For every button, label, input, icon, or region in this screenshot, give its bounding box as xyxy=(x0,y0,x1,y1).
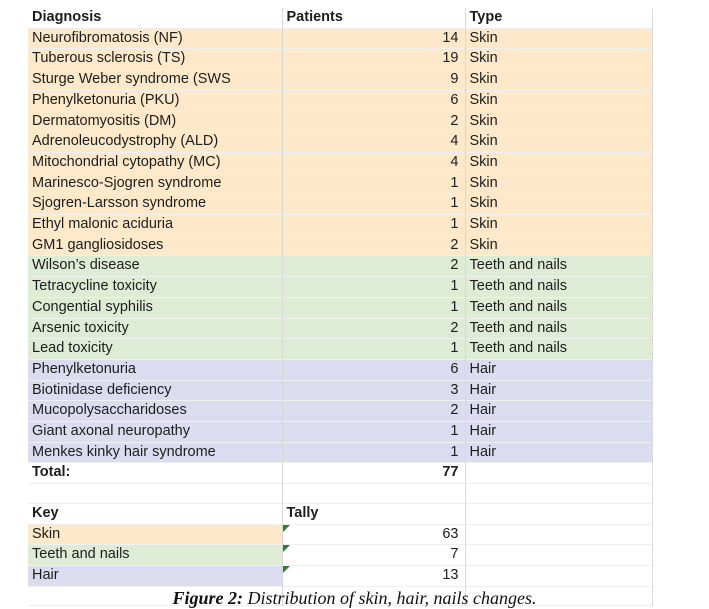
key-cell[interactable]: Skin xyxy=(28,524,282,545)
table-row xyxy=(28,442,652,463)
type-cell[interactable]: Skin xyxy=(465,215,652,236)
patients-cell[interactable]: 19 xyxy=(282,49,465,70)
table-row xyxy=(28,235,652,256)
type-cell[interactable]: Skin xyxy=(465,90,652,111)
header-diagnosis[interactable]: Diagnosis xyxy=(28,8,282,28)
type-cell[interactable]: Teeth and nails xyxy=(465,277,652,298)
table-row xyxy=(28,28,652,49)
diagnosis-cell[interactable]: Tetracycline toxicity xyxy=(28,277,282,298)
diagnosis-cell[interactable]: Biotinidase deficiency xyxy=(28,380,282,401)
total-label[interactable]: Total: xyxy=(28,463,282,484)
key-cell[interactable]: Teeth and nails xyxy=(28,545,282,566)
type-cell[interactable]: Skin xyxy=(465,132,652,153)
patients-cell[interactable]: 1 xyxy=(282,297,465,318)
diagnosis-cell[interactable]: Adrenoleucodystrophy (ALD) xyxy=(28,132,282,153)
diagnosis-cell[interactable]: Phenylketonuria xyxy=(28,359,282,380)
type-cell[interactable]: Hair xyxy=(465,442,652,463)
diagnosis-cell[interactable]: Mitochondrial cytopathy (MC) xyxy=(28,152,282,173)
type-cell[interactable]: Skin xyxy=(465,49,652,70)
key-header[interactable]: Key xyxy=(28,503,282,524)
formula-marker-icon xyxy=(283,566,290,573)
type-cell[interactable]: Skin xyxy=(465,28,652,49)
diagnosis-cell[interactable]: Mucopolysaccharidoses xyxy=(28,401,282,422)
diagnosis-cell[interactable]: Lead toxicity xyxy=(28,339,282,360)
patients-cell[interactable]: 6 xyxy=(282,90,465,111)
total-row xyxy=(28,463,652,484)
type-cell[interactable]: Skin xyxy=(465,173,652,194)
patients-cell[interactable]: 3 xyxy=(282,380,465,401)
diagnosis-cell[interactable]: Menkes kinky hair syndrome xyxy=(28,442,282,463)
type-cell[interactable]: Hair xyxy=(465,422,652,443)
table-row xyxy=(28,152,652,173)
caption-text: Distribution of skin, hair, nails changes. xyxy=(243,588,537,608)
figure-caption xyxy=(0,588,709,609)
key-empty[interactable] xyxy=(465,524,652,545)
tally-header[interactable]: Tally xyxy=(282,503,465,524)
table-row xyxy=(28,132,652,153)
patients-cell[interactable]: 2 xyxy=(282,401,465,422)
patients-cell[interactable]: 1 xyxy=(282,173,465,194)
key-row xyxy=(28,545,652,566)
blank-cell[interactable] xyxy=(465,484,652,504)
diagnosis-cell[interactable]: Neurofibromatosis (NF) xyxy=(28,28,282,49)
type-cell[interactable]: Hair xyxy=(465,401,652,422)
header-row xyxy=(28,8,652,28)
patients-cell[interactable]: 1 xyxy=(282,422,465,443)
spreadsheet xyxy=(28,8,652,606)
type-cell[interactable]: Hair xyxy=(465,359,652,380)
table-row xyxy=(28,256,652,277)
key-header-row xyxy=(28,503,652,524)
patients-cell[interactable]: 6 xyxy=(282,359,465,380)
patients-cell[interactable]: 4 xyxy=(282,152,465,173)
table-row xyxy=(28,49,652,70)
tally-cell[interactable]: 63 xyxy=(282,524,465,545)
blank-cell[interactable] xyxy=(282,484,465,504)
patients-cell[interactable]: 14 xyxy=(282,28,465,49)
diagnosis-cell[interactable]: Ethyl malonic aciduria xyxy=(28,215,282,236)
diagnosis-cell[interactable]: Tuberous sclerosis (TS) xyxy=(28,49,282,70)
key-empty[interactable] xyxy=(465,503,652,524)
diagnosis-cell[interactable]: Giant axonal neuropathy xyxy=(28,422,282,443)
patients-cell[interactable]: 2 xyxy=(282,318,465,339)
type-cell[interactable]: Skin xyxy=(465,152,652,173)
diagnosis-cell[interactable]: Sjogren-Larsson syndrome xyxy=(28,194,282,215)
key-empty[interactable] xyxy=(465,565,652,586)
type-cell[interactable]: Skin xyxy=(465,194,652,215)
patients-cell[interactable]: 4 xyxy=(282,132,465,153)
tally-cell[interactable]: 7 xyxy=(282,545,465,566)
caption-label: Figure 2: xyxy=(172,588,243,608)
total-empty[interactable] xyxy=(465,463,652,484)
type-cell[interactable]: Hair xyxy=(465,380,652,401)
diagnosis-cell[interactable]: Dermatomyositis (DM) xyxy=(28,111,282,132)
type-cell[interactable]: Teeth and nails xyxy=(465,256,652,277)
key-empty[interactable] xyxy=(465,545,652,566)
diagnosis-cell[interactable]: Marinesco-Sjogren syndrome xyxy=(28,173,282,194)
key-row xyxy=(28,565,652,586)
diagnosis-cell[interactable]: Wilson’s disease xyxy=(28,256,282,277)
type-cell[interactable]: Teeth and nails xyxy=(465,318,652,339)
table-row xyxy=(28,277,652,298)
data-table xyxy=(28,8,653,606)
blank-cell[interactable] xyxy=(28,484,282,504)
table-row xyxy=(28,194,652,215)
patients-cell[interactable]: 1 xyxy=(282,215,465,236)
key-cell[interactable]: Hair xyxy=(28,565,282,586)
table-row xyxy=(28,339,652,360)
table-row xyxy=(28,380,652,401)
table-row xyxy=(28,297,652,318)
type-cell[interactable]: Skin xyxy=(465,111,652,132)
type-cell[interactable]: Skin xyxy=(465,235,652,256)
type-cell[interactable]: Teeth and nails xyxy=(465,297,652,318)
type-cell[interactable]: Teeth and nails xyxy=(465,339,652,360)
diagnosis-cell[interactable]: Congential syphilis xyxy=(28,297,282,318)
table-row xyxy=(28,422,652,443)
table-row xyxy=(28,70,652,91)
key-row xyxy=(28,524,652,545)
patients-cell[interactable]: 9 xyxy=(282,70,465,91)
header-patients[interactable]: Patients xyxy=(282,8,465,28)
patients-cell[interactable]: 1 xyxy=(282,442,465,463)
total-value[interactable]: 77 xyxy=(282,463,465,484)
formula-marker-icon xyxy=(283,525,290,532)
diagnosis-cell[interactable]: GM1 gangliosidoses xyxy=(28,235,282,256)
tally-cell[interactable]: 13 xyxy=(282,565,465,586)
type-cell[interactable]: Skin xyxy=(465,70,652,91)
table-row xyxy=(28,359,652,380)
table-row xyxy=(28,173,652,194)
patients-cell[interactable]: 2 xyxy=(282,111,465,132)
diagnosis-cell[interactable]: Arsenic toxicity xyxy=(28,318,282,339)
patients-cell[interactable]: 1 xyxy=(282,339,465,360)
diagnosis-cell[interactable]: Sturge Weber syndrome (SWS xyxy=(28,70,282,91)
patients-cell[interactable]: 1 xyxy=(282,277,465,298)
header-type[interactable]: Type xyxy=(465,8,652,28)
blank-row xyxy=(28,484,652,504)
patients-cell[interactable]: 2 xyxy=(282,256,465,277)
table-row xyxy=(28,401,652,422)
table-row xyxy=(28,215,652,236)
patients-cell[interactable]: 2 xyxy=(282,235,465,256)
patients-cell[interactable]: 1 xyxy=(282,194,465,215)
table-row xyxy=(28,318,652,339)
table-row xyxy=(28,90,652,111)
table-row xyxy=(28,111,652,132)
formula-marker-icon xyxy=(283,545,290,552)
diagnosis-cell[interactable]: Phenylketonuria (PKU) xyxy=(28,90,282,111)
